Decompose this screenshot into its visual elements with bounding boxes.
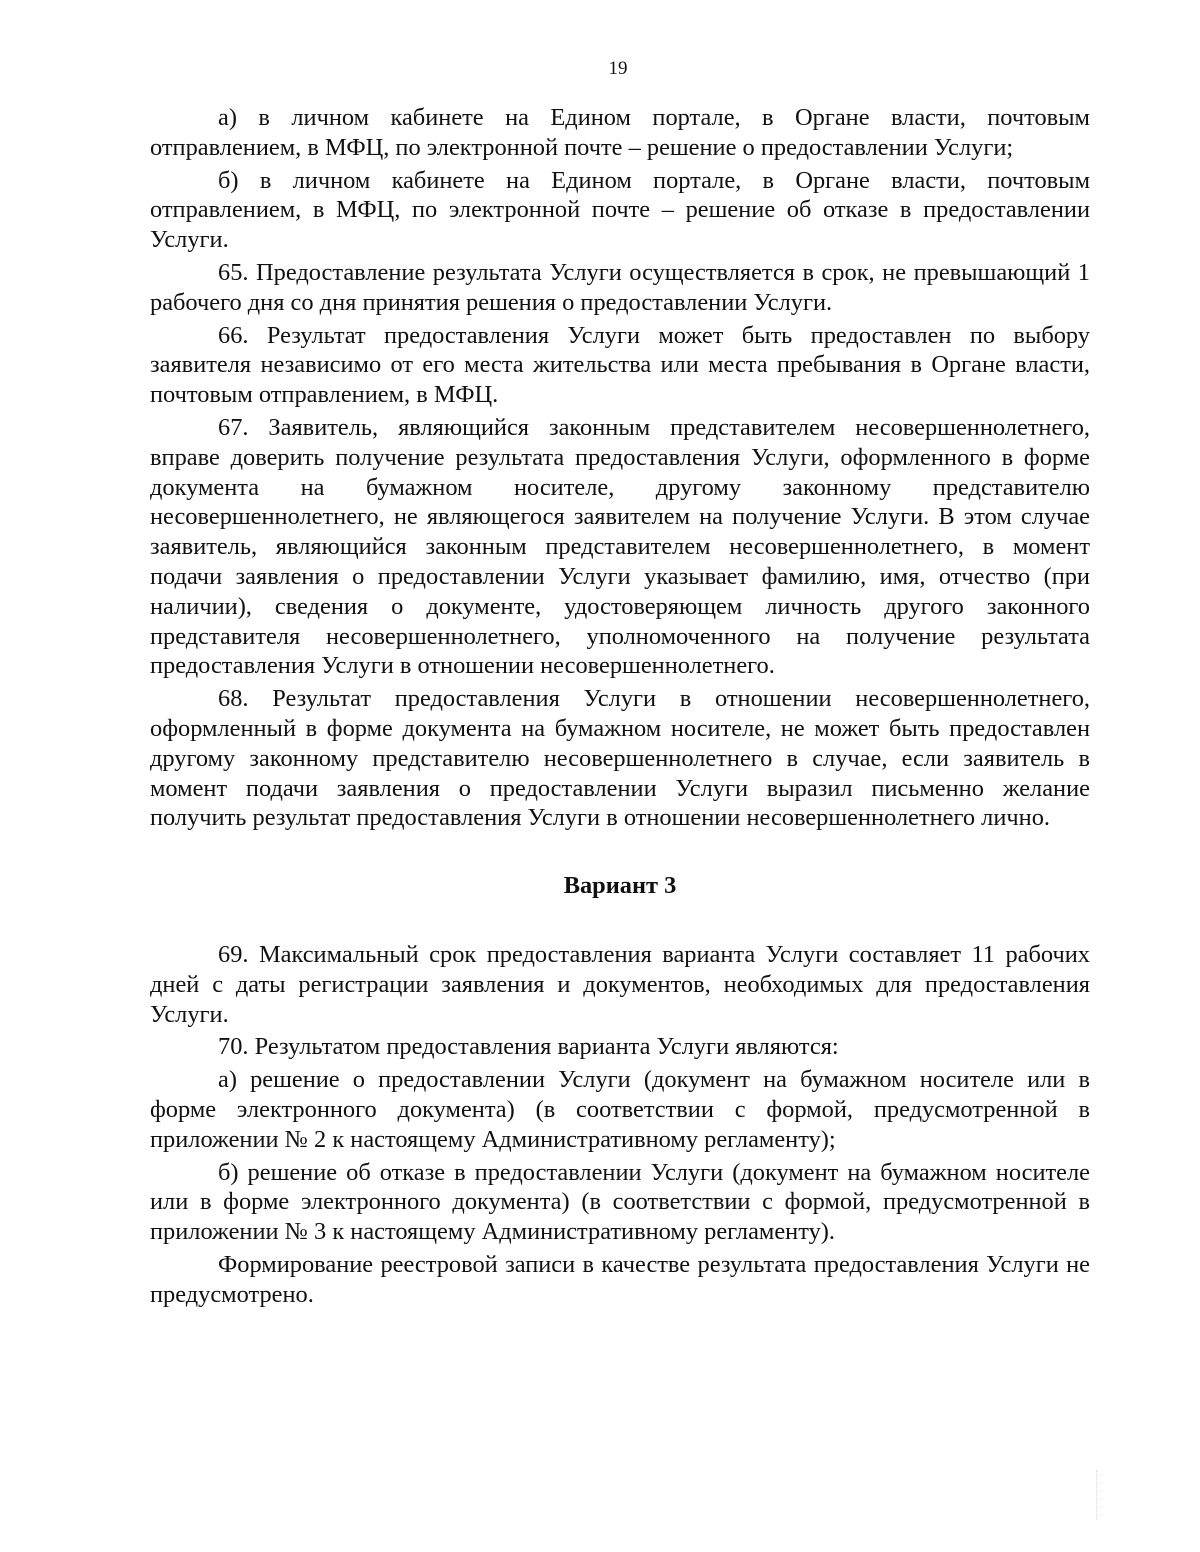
paragraph-70a: а) решение о предоставлении Услуги (документ на бумажном носителе или в форме электронного документа) (в соответствии с формой, предусмотренной в приложении № 2 к настоящему Административному регламенту); [150,1066,1090,1153]
paragraph-66: 66. Результат предоставления Услуги может быть предоставлен по выбору заявителя независимо от его места жительства или места пребывания в Органе власти, почтовым отправлением, в МФЦ. [150,321,1090,409]
page-number: 19 [608,58,628,79]
paragraph-70: 70. Результатом предоставления варианта Услуги являются: [218,1033,839,1061]
paragraph-final: Формирование реестровой записи в качестве результата предоставления Услуги не предусмотрено. [150,1250,1090,1308]
section-title: Вариант 3 [563,872,677,900]
paragraph-65: 65. Предоставление результата Услуги осуществляется в срок, не превышающий 1 рабочего дня со дня принятия решения о предоставлении Услуги. [150,258,1090,316]
paragraph-b: б) в личном кабинете на Едином портале, в Органе власти, почтовым отправлением, в МФЦ, по электронной почте – решение об отказе в предоставлении Услуги. [150,166,1090,254]
scan-artifact [1096,1470,1101,1520]
document-body [150,103,1090,1309]
paragraph-68: 68. Результат предоставления Услуги в отношении несовершеннолетнего, оформленный в форме документа на бумажном носителе, не может быть предоставлен другому законному представителю несовершеннолетнего в случае, если заявитель в момент подачи заявления о предоставлении Услуги выразил письменно желание получить результат предоставления Услуги в отношении несовершеннолетнего лично. [150,685,1090,832]
paragraph-67: 67. Заявитель, являющийся законным представителем несовершеннолетнего, вправе доверить получение результата предоставления Услуги, оформленного в форме документа на бумажном носителе, другому законному представителю несовершеннолетнего, не являющегося заявителем на получение Услуги. В этом случае заявитель, являющийся законным представителем несовершеннолетнего, в момент подачи заявления о предоставлении Услуги указывает фамилию, имя, отчество (при наличии), сведения о документе, удостоверяющем личность другого законного представителя несовершеннолетнего, уполномоченного на получение результата предоставления Услуги в отношении несовершеннолетнего. [150,413,1090,680]
paragraph-70b: б) решение об отказе в предоставлении Услуги (документ на бумажном носителе или в форме электронного документа) (в соответствии с формой, предусмотренной в приложении № 3 к настоящему Административному регламенту). [150,1158,1090,1246]
paragraph-a: а) в личном кабинете на Едином портале, в Органе власти, почтовым отправлением, в МФЦ, по электронной почте – решение о предоставлении Услуги; [150,104,1090,161]
paragraph-69: 69. Максимальный срок предоставления варианта Услуги составляет 11 рабочих дней с даты регистрации заявления и документов, необходимых для предоставления Услуги. [150,940,1090,1028]
